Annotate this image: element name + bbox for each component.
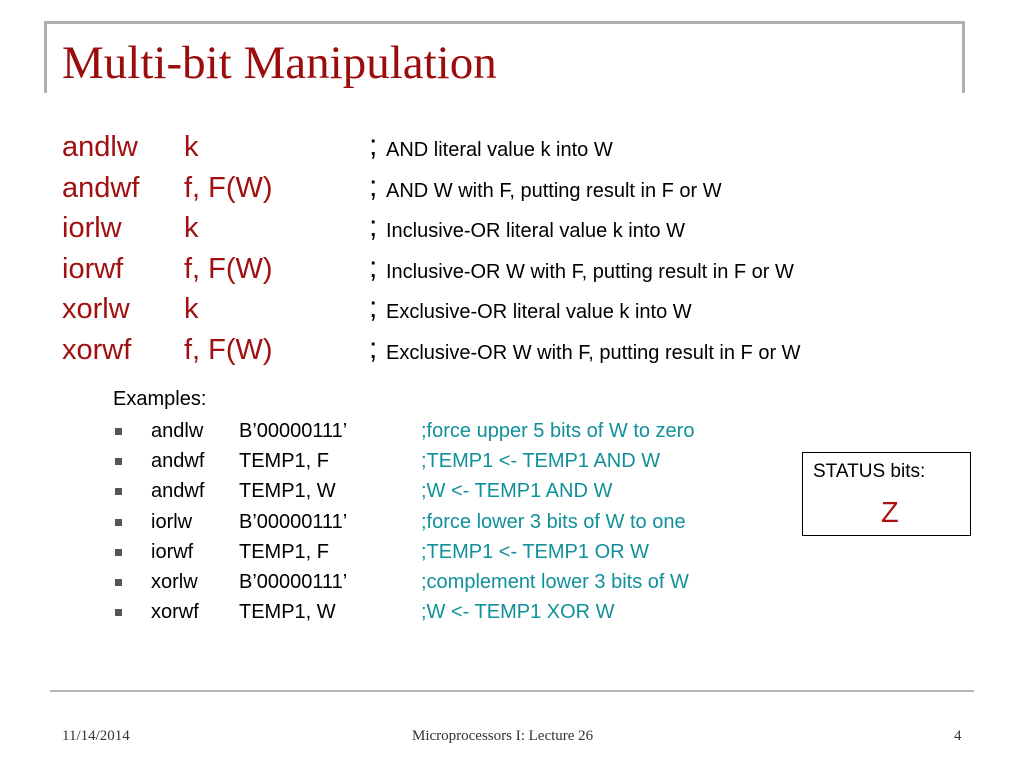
bullet-icon: [115, 428, 122, 435]
bullet-icon: [115, 519, 122, 526]
instruction-mnemonic: andwf: [62, 172, 140, 204]
instruction-row: [62, 333, 962, 373]
instruction-comment-marker: ;: [369, 332, 378, 365]
instruction-description: AND W with F, putting result in F or W: [386, 180, 722, 202]
example-list-item: [113, 509, 793, 537]
slide-frame-right-line: [962, 21, 965, 93]
example-opcode: iorlw: [151, 511, 193, 533]
instruction-operand: f, F(W): [184, 334, 273, 366]
example-list-item: [113, 448, 793, 476]
slide-title: Multi-bit Manipulation: [62, 37, 497, 89]
bullet-icon: [115, 488, 122, 495]
example-opcode: xorwf: [151, 601, 199, 623]
instruction-operand: k: [184, 212, 199, 244]
instruction-description: Inclusive-OR literal value k into W: [386, 220, 685, 242]
slide-frame-top-line: [44, 21, 964, 24]
status-bits-box: [802, 452, 971, 536]
example-opcode: iorwf: [151, 541, 194, 563]
example-comment: ;W <- TEMP1 AND W: [421, 480, 613, 502]
slide-frame-left-line: [44, 21, 47, 93]
instruction-row: [62, 130, 962, 170]
footer-divider: [50, 690, 974, 692]
example-opcode: andwf: [151, 480, 205, 502]
example-comment: ;force upper 5 bits of W to zero: [421, 420, 695, 442]
example-comment: ;TEMP1 <- TEMP1 OR W: [421, 541, 649, 563]
example-operand: TEMP1, W: [239, 601, 336, 623]
instruction-operand: f, F(W): [184, 253, 273, 285]
instruction-description: Exclusive-OR literal value k into W: [386, 301, 692, 323]
instruction-mnemonic: xorlw: [62, 293, 130, 325]
example-comment: ;force lower 3 bits of W to one: [421, 511, 686, 533]
status-flag-z: Z: [881, 497, 899, 529]
example-comment: ;complement lower 3 bits of W: [421, 571, 689, 593]
example-operand: TEMP1, W: [239, 480, 336, 502]
instruction-row: [62, 171, 962, 211]
example-operand: B’00000111’: [239, 571, 348, 593]
example-list-item: [113, 599, 793, 627]
instruction-mnemonic: iorlw: [62, 212, 122, 244]
example-opcode: xorlw: [151, 571, 198, 593]
footer-lecture-title: Microprocessors I: Lecture 26: [412, 728, 594, 744]
instruction-mnemonic: iorwf: [62, 253, 124, 285]
example-operand: B’00000111’: [239, 420, 348, 442]
instruction-comment-marker: ;: [369, 129, 378, 162]
example-list-item: [113, 539, 793, 567]
example-operand: TEMP1, F: [239, 450, 330, 472]
example-operand: TEMP1, F: [239, 541, 330, 563]
instruction-operand: f, F(W): [184, 172, 273, 204]
example-operand: B’00000111’: [239, 511, 348, 533]
example-comment: ;W <- TEMP1 XOR W: [421, 601, 615, 623]
example-list-item: [113, 478, 793, 506]
instruction-mnemonic: andlw: [62, 131, 138, 163]
footer-date: 11/14/2014: [62, 728, 130, 744]
instruction-row: [62, 211, 962, 251]
instruction-description: Exclusive-OR W with F, putting result in F or W: [386, 342, 801, 364]
footer-page-number: 4: [954, 728, 962, 744]
instruction-comment-marker: ;: [369, 251, 378, 284]
bullet-icon: [115, 458, 122, 465]
example-list-item: [113, 418, 793, 446]
instruction-mnemonic: xorwf: [62, 334, 132, 366]
instruction-comment-marker: ;: [369, 291, 378, 324]
example-opcode: andwf: [151, 450, 205, 472]
bullet-icon: [115, 549, 122, 556]
instruction-description: Inclusive-OR W with F, putting result in F or W: [386, 261, 794, 283]
example-comment: ;TEMP1 <- TEMP1 AND W: [421, 450, 661, 472]
examples-heading: Examples:: [113, 388, 207, 410]
instruction-row: [62, 252, 962, 292]
instruction-description: AND literal value k into W: [386, 139, 613, 161]
instruction-operand: k: [184, 131, 199, 163]
bullet-icon: [115, 609, 122, 616]
example-opcode: andlw: [151, 420, 204, 442]
bullet-icon: [115, 579, 122, 586]
instruction-comment-marker: ;: [369, 210, 378, 243]
example-list-item: [113, 569, 793, 597]
instruction-operand: k: [184, 293, 199, 325]
status-bits-label: STATUS bits:: [813, 461, 926, 482]
instruction-row: [62, 292, 962, 332]
instruction-comment-marker: ;: [369, 170, 378, 203]
